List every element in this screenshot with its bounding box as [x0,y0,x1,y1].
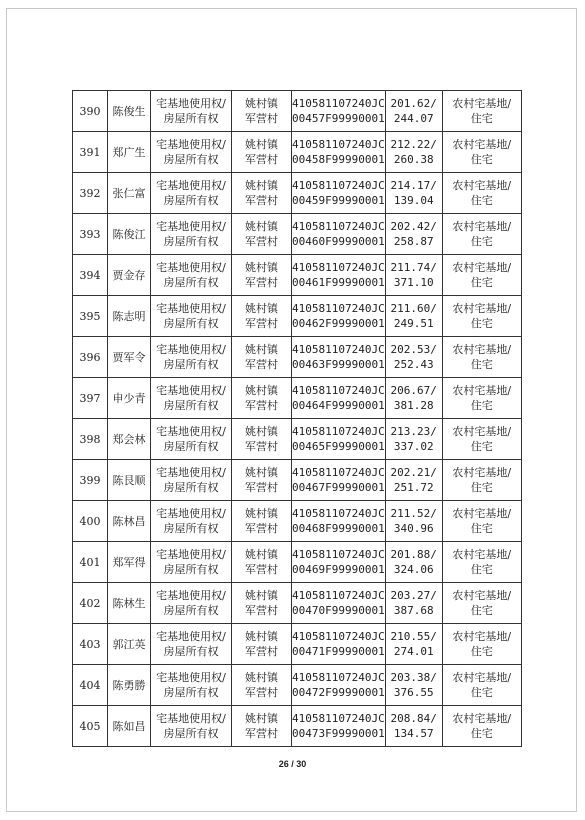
right-type-line: 房屋所有权 [163,686,219,699]
register-body [73,91,522,747]
right-type-line: 房屋所有权 [163,112,219,125]
serial-number-cell: 400 [73,501,108,542]
parcel-code-cell [292,706,386,747]
right-type-line: 宅基地使用权/ [156,712,226,725]
area-line: 371.10 [393,276,434,289]
owner-name-cell: 陈如昌 [108,706,151,747]
location-line: 军营村 [245,727,278,740]
location-cell [232,501,292,542]
usage-cell [442,173,521,214]
location-line: 军营村 [245,358,278,371]
location-line: 姚村镇 [245,179,278,192]
usage-line: 农村宅基地/ [452,384,512,397]
owner-name-cell: 陈勇勝 [108,665,151,706]
area-line: 139.04 [393,194,434,207]
table-row [73,173,522,214]
right-type-cell [151,583,232,624]
usage-line: 农村宅基地/ [452,466,512,479]
parcel-code-line: 00461F99990001 [292,276,385,289]
right-type-cell [151,665,232,706]
right-type-line: 宅基地使用权/ [156,671,226,684]
parcel-code-line: 410581107240JC [292,261,385,274]
property-register-table [72,90,522,747]
location-line: 军营村 [245,522,278,535]
serial-number-cell: 401 [73,542,108,583]
area-cell [385,542,442,583]
right-type-line: 房屋所有权 [163,399,219,412]
right-type-line: 宅基地使用权/ [156,220,226,233]
location-line: 姚村镇 [245,548,278,561]
parcel-code-cell [292,583,386,624]
right-type-line: 宅基地使用权/ [156,548,226,561]
parcel-code-line: 410581107240JC [292,466,385,479]
owner-name-cell: 陈俊江 [108,214,151,255]
location-line: 姚村镇 [245,712,278,725]
right-type-line: 房屋所有权 [163,522,219,535]
location-line: 姚村镇 [245,220,278,233]
table-row [73,337,522,378]
usage-line: 住宅 [470,399,493,412]
parcel-code-line: 00469F99990001 [292,563,385,576]
usage-line: 农村宅基地/ [452,425,512,438]
location-cell [232,173,292,214]
area-line: 212.22/ [390,138,437,151]
serial-number-cell: 391 [73,132,108,173]
right-type-line: 房屋所有权 [163,645,219,658]
parcel-code-cell [292,542,386,583]
area-line: 202.53/ [390,343,437,356]
parcel-code-line: 00473F99990001 [292,727,385,740]
table-row [73,214,522,255]
right-type-cell [151,706,232,747]
area-cell [385,132,442,173]
parcel-code-line: 410581107240JC [292,589,385,602]
serial-number-cell: 390 [73,91,108,132]
right-type-cell [151,173,232,214]
right-type-cell [151,501,232,542]
usage-cell [442,337,521,378]
parcel-code-cell [292,91,386,132]
usage-cell [442,665,521,706]
table-row [73,132,522,173]
area-line: 324.06 [393,563,434,576]
location-cell [232,132,292,173]
table-row [73,624,522,665]
location-line: 姚村镇 [245,261,278,274]
owner-name-cell: 贾金存 [108,255,151,296]
right-type-line: 宅基地使用权/ [156,384,226,397]
usage-line: 农村宅基地/ [452,261,512,274]
table-row [73,378,522,419]
location-line: 军营村 [245,399,278,412]
table-row [73,296,522,337]
right-type-cell [151,460,232,501]
serial-number-cell: 397 [73,378,108,419]
right-type-line: 房屋所有权 [163,563,219,576]
area-line: 381.28 [393,399,434,412]
right-type-line: 宅基地使用权/ [156,302,226,315]
right-type-line: 房屋所有权 [163,194,219,207]
area-line: 210.55/ [390,630,437,643]
area-line: 244.07 [393,112,434,125]
location-cell [232,460,292,501]
parcel-code-line: 00471F99990001 [292,645,385,658]
area-cell [385,296,442,337]
area-cell [385,501,442,542]
area-cell [385,173,442,214]
usage-line: 住宅 [470,686,493,699]
table-row [73,255,522,296]
area-cell [385,91,442,132]
location-cell [232,624,292,665]
area-line: 134.57 [393,727,434,740]
area-cell [385,255,442,296]
serial-number-cell: 402 [73,583,108,624]
serial-number-cell: 398 [73,419,108,460]
location-line: 军营村 [245,686,278,699]
parcel-code-cell [292,296,386,337]
right-type-line: 宅基地使用权/ [156,261,226,274]
right-type-cell [151,132,232,173]
area-line: 203.27/ [390,589,437,602]
parcel-code-line: 410581107240JC [292,220,385,233]
parcel-code-line: 00457F99990001 [292,112,385,125]
parcel-code-line: 00462F99990001 [292,317,385,330]
area-line: 213.23/ [390,425,437,438]
serial-number-cell: 403 [73,624,108,665]
right-type-line: 宅基地使用权/ [156,179,226,192]
area-line: 251.72 [393,481,434,494]
location-line: 军营村 [245,604,278,617]
table-row [73,583,522,624]
owner-name-cell: 郭江英 [108,624,151,665]
usage-line: 农村宅基地/ [452,179,512,192]
location-line: 姚村镇 [245,589,278,602]
right-type-line: 房屋所有权 [163,481,219,494]
location-line: 军营村 [245,481,278,494]
area-line: 202.21/ [390,466,437,479]
usage-cell [442,583,521,624]
area-cell [385,706,442,747]
area-cell [385,378,442,419]
usage-line: 住宅 [470,276,493,289]
area-cell [385,337,442,378]
usage-cell [442,214,521,255]
parcel-code-line: 00463F99990001 [292,358,385,371]
area-line: 211.60/ [390,302,437,315]
location-line: 姚村镇 [245,302,278,315]
parcel-code-cell [292,419,386,460]
parcel-code-line: 410581107240JC [292,671,385,684]
right-type-line: 宅基地使用权/ [156,589,226,602]
area-cell [385,214,442,255]
right-type-line: 宅基地使用权/ [156,343,226,356]
location-cell [232,296,292,337]
location-line: 姚村镇 [245,384,278,397]
area-line: 340.96 [393,522,434,535]
location-line: 姚村镇 [245,466,278,479]
usage-line: 农村宅基地/ [452,589,512,602]
owner-name-cell: 陈林生 [108,583,151,624]
location-cell [232,419,292,460]
serial-number-cell: 396 [73,337,108,378]
location-line: 军营村 [245,153,278,166]
table-row [73,542,522,583]
parcel-code-line: 00460F99990001 [292,235,385,248]
parcel-code-cell [292,665,386,706]
usage-line: 农村宅基地/ [452,507,512,520]
parcel-code-cell [292,255,386,296]
parcel-code-line: 410581107240JC [292,548,385,561]
usage-cell [442,419,521,460]
right-type-cell [151,91,232,132]
area-line: 252.43 [393,358,434,371]
location-line: 姚村镇 [245,343,278,356]
location-cell [232,214,292,255]
table-row [73,501,522,542]
usage-line: 住宅 [470,317,493,330]
usage-cell [442,132,521,173]
usage-line: 农村宅基地/ [452,548,512,561]
location-cell [232,378,292,419]
usage-cell [442,296,521,337]
right-type-line: 房屋所有权 [163,153,219,166]
area-cell [385,419,442,460]
parcel-code-cell [292,132,386,173]
parcel-code-line: 410581107240JC [292,138,385,151]
usage-line: 农村宅基地/ [452,712,512,725]
area-line: 260.38 [393,153,434,166]
right-type-cell [151,378,232,419]
usage-cell [442,624,521,665]
right-type-line: 宅基地使用权/ [156,425,226,438]
parcel-code-cell [292,214,386,255]
right-type-cell [151,542,232,583]
usage-line: 住宅 [470,440,493,453]
location-cell [232,255,292,296]
area-line: 211.74/ [390,261,437,274]
owner-name-cell: 陈俊生 [108,91,151,132]
usage-line: 住宅 [470,112,493,125]
location-line: 姚村镇 [245,630,278,643]
parcel-code-line: 00459F99990001 [292,194,385,207]
area-line: 274.01 [393,645,434,658]
location-line: 姚村镇 [245,507,278,520]
parcel-code-line: 00458F99990001 [292,153,385,166]
area-line: 376.55 [393,686,434,699]
usage-line: 农村宅基地/ [452,671,512,684]
parcel-code-line: 00472F99990001 [292,686,385,699]
parcel-code-line: 00468F99990001 [292,522,385,535]
usage-cell [442,91,521,132]
area-line: 206.67/ [390,384,437,397]
area-cell [385,460,442,501]
location-cell [232,583,292,624]
location-line: 姚村镇 [245,671,278,684]
area-line: 201.62/ [390,97,437,110]
serial-number-cell: 393 [73,214,108,255]
table-row [73,419,522,460]
location-line: 军营村 [245,276,278,289]
right-type-cell [151,296,232,337]
parcel-code-line: 410581107240JC [292,97,385,110]
parcel-code-line: 410581107240JC [292,384,385,397]
location-line: 军营村 [245,194,278,207]
right-type-line: 宅基地使用权/ [156,97,226,110]
usage-cell [442,706,521,747]
parcel-code-line: 410581107240JC [292,425,385,438]
parcel-code-cell [292,460,386,501]
right-type-line: 房屋所有权 [163,235,219,248]
location-line: 姚村镇 [245,138,278,151]
right-type-line: 房屋所有权 [163,440,219,453]
location-cell [232,665,292,706]
right-type-line: 宅基地使用权/ [156,466,226,479]
area-line: 201.88/ [390,548,437,561]
usage-line: 农村宅基地/ [452,630,512,643]
location-cell [232,542,292,583]
usage-line: 住宅 [470,358,493,371]
usage-cell [442,501,521,542]
table-row [73,706,522,747]
usage-line: 住宅 [470,645,493,658]
usage-cell [442,378,521,419]
parcel-code-line: 410581107240JC [292,507,385,520]
location-line: 姚村镇 [245,425,278,438]
usage-cell [442,460,521,501]
right-type-line: 房屋所有权 [163,727,219,740]
right-type-line: 宅基地使用权/ [156,507,226,520]
right-type-cell [151,624,232,665]
right-type-line: 宅基地使用权/ [156,138,226,151]
location-line: 军营村 [245,112,278,125]
parcel-code-cell [292,378,386,419]
usage-line: 住宅 [470,563,493,576]
owner-name-cell: 陈志明 [108,296,151,337]
serial-number-cell: 399 [73,460,108,501]
area-line: 337.02 [393,440,434,453]
parcel-code-line: 410581107240JC [292,302,385,315]
serial-number-cell: 392 [73,173,108,214]
location-line: 军营村 [245,235,278,248]
usage-line: 农村宅基地/ [452,343,512,356]
parcel-code-line: 410581107240JC [292,712,385,725]
usage-line: 住宅 [470,481,493,494]
parcel-code-line: 00470F99990001 [292,604,385,617]
parcel-code-cell [292,173,386,214]
table-row [73,460,522,501]
location-cell [232,91,292,132]
usage-line: 住宅 [470,153,493,166]
serial-number-cell: 394 [73,255,108,296]
owner-name-cell: 陈艮顺 [108,460,151,501]
usage-line: 农村宅基地/ [452,138,512,151]
usage-cell [442,255,521,296]
usage-line: 住宅 [470,522,493,535]
area-cell [385,583,442,624]
right-type-line: 房屋所有权 [163,317,219,330]
location-cell [232,706,292,747]
area-line: 202.42/ [390,220,437,233]
parcel-code-line: 410581107240JC [292,179,385,192]
owner-name-cell: 郑会林 [108,419,151,460]
location-line: 军营村 [245,440,278,453]
right-type-cell [151,255,232,296]
serial-number-cell: 404 [73,665,108,706]
location-line: 军营村 [245,563,278,576]
owner-name-cell: 郑广生 [108,132,151,173]
parcel-code-line: 00465F99990001 [292,440,385,453]
table-row [73,91,522,132]
area-line: 214.17/ [390,179,437,192]
parcel-code-line: 00467F99990001 [292,481,385,494]
usage-line: 住宅 [470,604,493,617]
right-type-line: 房屋所有权 [163,276,219,289]
owner-name-cell: 贾军令 [108,337,151,378]
owner-name-cell: 陈林昌 [108,501,151,542]
area-line: 211.52/ [390,507,437,520]
right-type-line: 房屋所有权 [163,358,219,371]
usage-line: 住宅 [470,235,493,248]
right-type-line: 房屋所有权 [163,604,219,617]
table-row [73,665,522,706]
owner-name-cell: 郑军得 [108,542,151,583]
area-cell [385,665,442,706]
usage-line: 农村宅基地/ [452,302,512,315]
location-line: 军营村 [245,317,278,330]
right-type-line: 宅基地使用权/ [156,630,226,643]
parcel-code-cell [292,624,386,665]
parcel-code-cell [292,501,386,542]
parcel-code-cell [292,337,386,378]
area-cell [385,624,442,665]
page-number: 26 / 30 [278,759,307,769]
right-type-cell [151,214,232,255]
usage-cell [442,542,521,583]
parcel-code-line: 410581107240JC [292,630,385,643]
location-line: 姚村镇 [245,97,278,110]
area-line: 203.38/ [390,671,437,684]
right-type-cell [151,337,232,378]
usage-line: 住宅 [470,727,493,740]
serial-number-cell: 395 [73,296,108,337]
owner-name-cell: 申少青 [108,378,151,419]
serial-number-cell: 405 [73,706,108,747]
right-type-cell [151,419,232,460]
parcel-code-line: 410581107240JC [292,343,385,356]
area-line: 208.84/ [390,712,437,725]
area-line: 387.68 [393,604,434,617]
location-line: 军营村 [245,645,278,658]
location-cell [232,337,292,378]
owner-name-cell: 张仁富 [108,173,151,214]
usage-line: 住宅 [470,194,493,207]
usage-line: 农村宅基地/ [452,220,512,233]
usage-line: 农村宅基地/ [452,97,512,110]
area-line: 249.51 [393,317,434,330]
parcel-code-line: 00464F99990001 [292,399,385,412]
area-line: 258.87 [393,235,434,248]
